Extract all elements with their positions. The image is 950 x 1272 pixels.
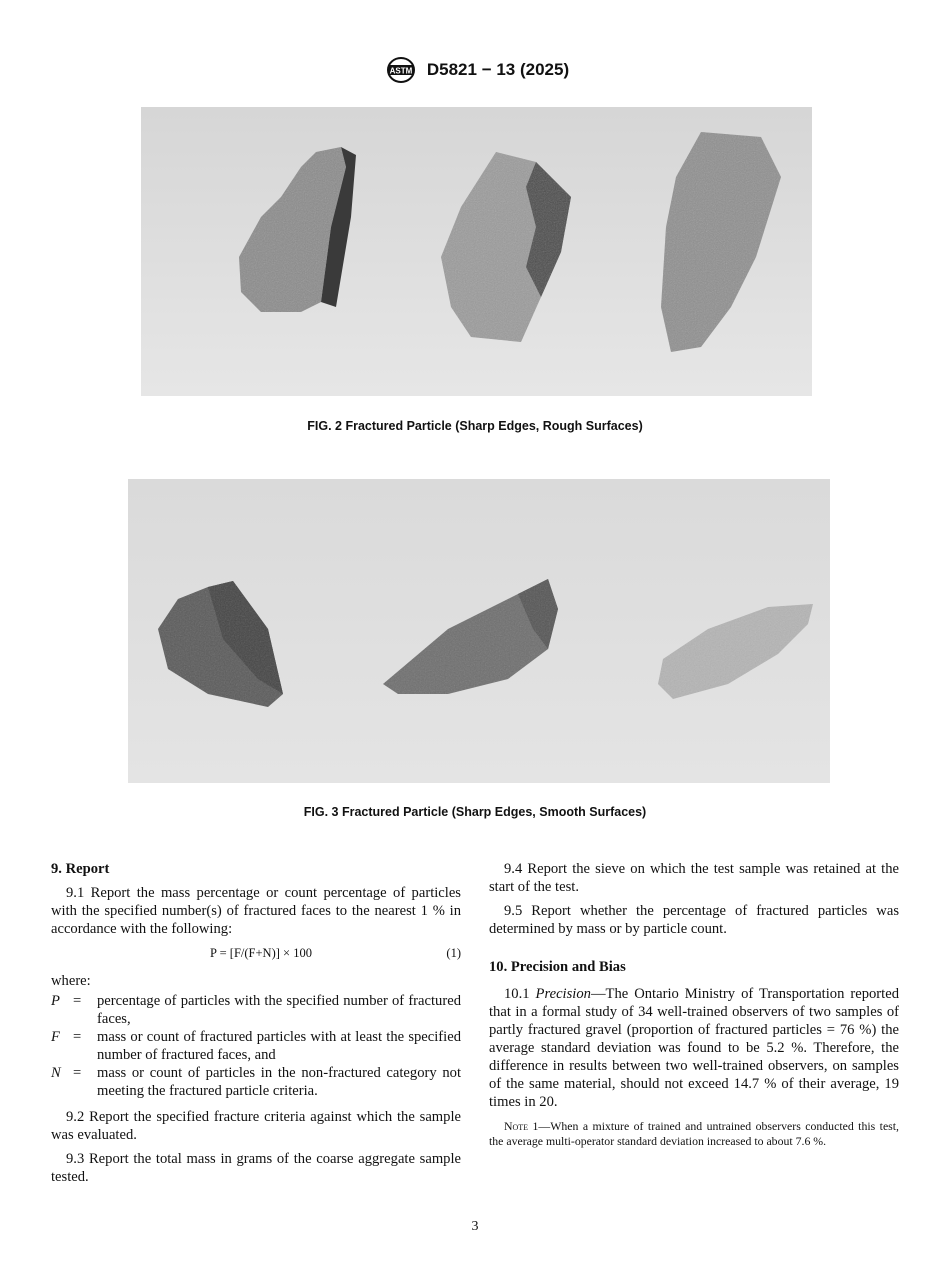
equation-text: P = [F/(F+N)] × 100 <box>210 946 312 960</box>
astm-logo-icon <box>381 56 421 84</box>
page-number: 3 <box>471 1219 479 1234</box>
paragraph-9-5: 9.5 Report whether the percentage of fractured particles was determined by mass or by particle count. <box>489 903 899 937</box>
section-9-heading: 9. Report <box>51 861 110 877</box>
note-text: —When a mixture of trained and untrained observers conducted this test, the average multi-operator standard deviation increased to about 7.6 %. <box>489 1119 899 1148</box>
precision-text: —The Ontario Ministry of Transportation reported that in a formal study of 34 well-trained observers of two samples of partly fractured gravel (proportion of fractured particles = 76 %) the average standard deviation was found to be 5.2 %. Therefore, the difference in results between two well-trained observers, on samples of the same material, should not exceed 14.7 % of their average, 19 times in 20. <box>489 986 899 1110</box>
definition-symbol: F <box>51 1029 60 1045</box>
paragraph-number: 10.1 <box>504 986 530 1002</box>
note-label: Note 1 <box>504 1119 539 1133</box>
fig3-caption: FIG. 3 Fractured Particle (Sharp Edges, Smooth Surfaces) <box>303 805 647 819</box>
definition-p <box>51 992 461 1028</box>
definition-text: mass or count of fractured particles with at least the specified number of fractured faces, and <box>97 1029 461 1063</box>
fig2-photo <box>141 107 812 396</box>
paragraph-10-1 <box>489 985 899 1111</box>
definition-symbol: N <box>51 1065 61 1081</box>
fig2-caption: FIG. 2 Fractured Particle (Sharp Edges, Rough Surfaces) <box>307 419 643 433</box>
paragraph-9-2: 9.2 Report the specified fracture criteria against which the sample was evaluated. <box>51 1109 461 1143</box>
right-column <box>489 860 899 1155</box>
definition-text: percentage of particles with the specified number of fractured faces, <box>97 993 461 1027</box>
equation-number: (1) <box>446 946 461 960</box>
paragraph-9-1: 9.1 Report the mass percentage or count percentage of particles with the specified number(s) of fractured faces to the nearest 1 % in accordance with the following: <box>51 885 461 937</box>
precision-term: Precision <box>535 986 591 1002</box>
definition-f <box>51 1028 461 1064</box>
definition-n <box>51 1064 461 1100</box>
note-1 <box>489 1119 899 1149</box>
paragraph-9-4: 9.4 Report the sieve on which the test sample was retained at the start of the test. <box>489 861 899 895</box>
definition-text: mass or count of particles in the non-fractured category not meeting the fractured particle criteria. <box>97 1065 461 1099</box>
page-header <box>0 56 950 89</box>
svg-text:ASTM: ASTM <box>389 66 413 76</box>
document-id: D5821 − 13 (2025) <box>426 60 570 79</box>
left-column <box>51 860 461 1192</box>
definition-equals: = <box>73 1065 82 1081</box>
paragraph-9-3: 9.3 Report the total mass in grams of the coarse aggregate sample tested. <box>51 1151 461 1185</box>
section-10-heading: 10. Precision and Bias <box>489 959 626 975</box>
fig3-photo <box>128 479 830 783</box>
definition-equals: = <box>73 1029 82 1045</box>
where-label: where: <box>51 973 91 989</box>
equation-1 <box>51 944 461 962</box>
definition-symbol: P <box>51 993 60 1009</box>
definition-equals: = <box>73 993 82 1009</box>
